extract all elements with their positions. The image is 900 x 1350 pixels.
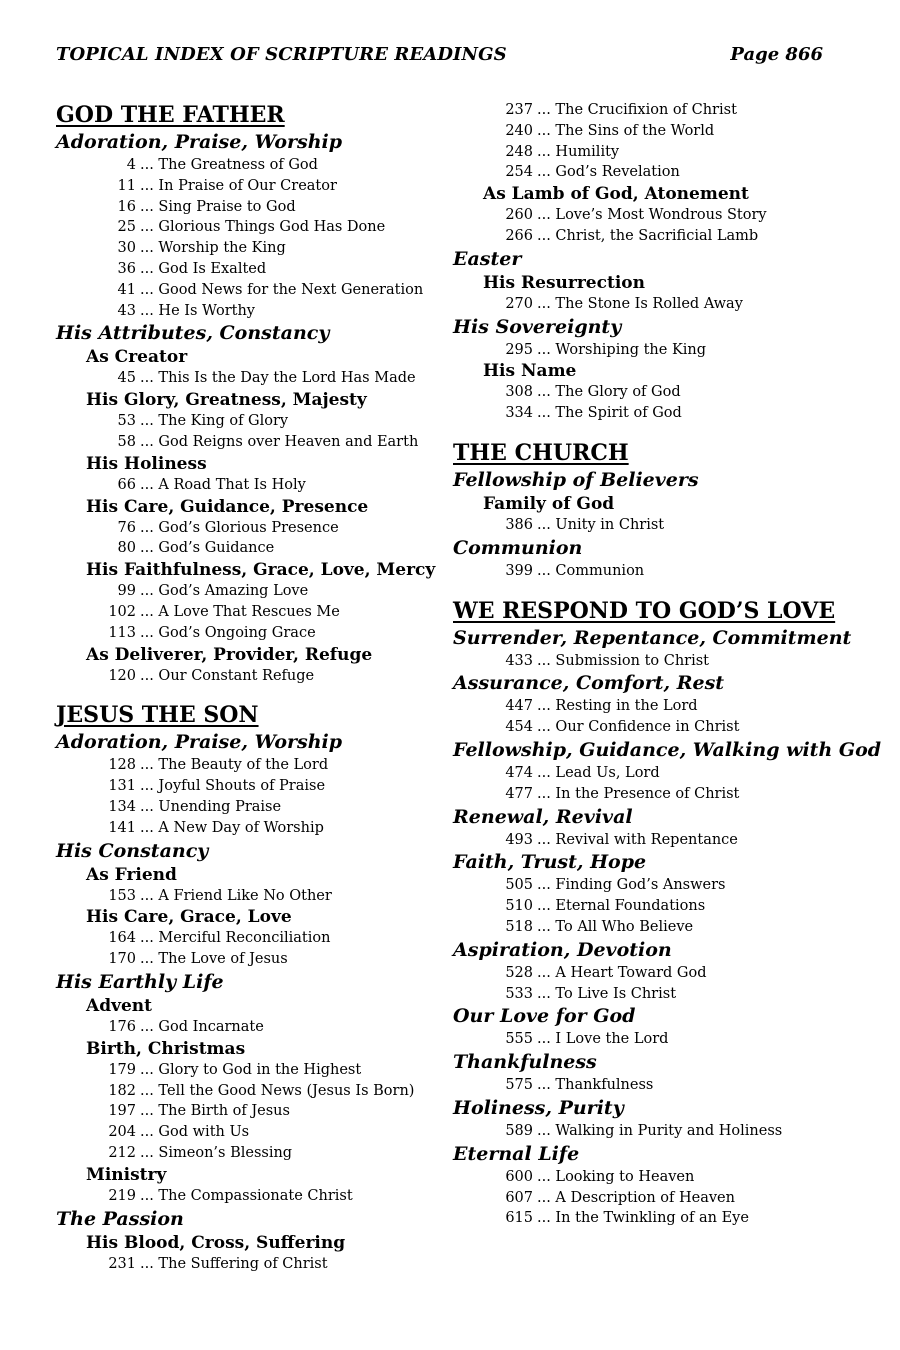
reading-entry: [56, 1186, 436, 1207]
section-spacer: [453, 424, 853, 438]
reading-number: 80: [117, 540, 136, 557]
reading-entry: [453, 162, 853, 183]
subtopic-heading: His Resurrection: [483, 272, 645, 293]
reading-entry: [56, 368, 436, 389]
topic-heading: Eternal Life: [453, 1142, 580, 1165]
reading-number: 589: [505, 1122, 533, 1139]
reading-number: 308: [505, 384, 533, 401]
reading-title: ... Joyful Shouts of Praise: [140, 778, 326, 795]
reading-number: 36: [117, 260, 136, 277]
reading-number: 447: [505, 698, 533, 715]
reading-title: ... Our Confidence in Christ: [537, 719, 740, 736]
reading-title: ... The Crucifixion of Christ: [537, 102, 737, 118]
reading-number: 219: [108, 1187, 136, 1204]
reading-entry: [453, 717, 853, 738]
reading-entry: [56, 538, 436, 559]
reading-entry: [453, 515, 853, 536]
reading-entry: [453, 830, 853, 851]
reading-number: 510: [505, 898, 533, 915]
reading-title: ... The Compassionate Christ: [140, 1187, 353, 1204]
reading-entry: [453, 121, 853, 142]
reading-title: ... Submission to Christ: [537, 652, 710, 669]
reading-number: 134: [108, 798, 136, 815]
reading-number: 120: [108, 667, 136, 684]
reading-title: ... The Birth of Jesus: [140, 1103, 290, 1120]
reading-entry: [56, 1254, 436, 1275]
section-spacer: [56, 686, 436, 700]
reading-title: ... God Is Exalted: [140, 260, 267, 277]
reading-title: ... God’s Ongoing Grace: [140, 624, 316, 641]
reading-number: 141: [108, 819, 136, 836]
reading-number: 386: [505, 516, 533, 533]
reading-title: ... A Friend Like No Other: [140, 887, 332, 904]
reading-title: ... Finding God’s Answers: [537, 877, 726, 894]
reading-title: ... God’s Guidance: [140, 540, 275, 557]
reading-entry: [453, 963, 853, 984]
reading-number: 493: [505, 831, 533, 848]
reading-entry: [56, 411, 436, 432]
topic-heading: Adoration, Praise, Worship: [56, 731, 343, 754]
reading-number: 43: [117, 302, 136, 319]
subtopic-heading: His Faithfulness, Grace, Love, Mercy: [86, 560, 436, 581]
reading-entry: [56, 238, 436, 259]
reading-title: ... Glory to God in the Highest: [140, 1061, 362, 1078]
reading-entry: [56, 623, 436, 644]
reading-number: 260: [505, 207, 533, 224]
reading-entry: [453, 896, 853, 917]
reading-entry: [453, 651, 853, 672]
section-heading: JESUS THE SON: [56, 702, 259, 729]
topic-heading: Fellowship, Guidance, Walking with God: [453, 738, 882, 761]
reading-entry: [56, 217, 436, 238]
topic-heading: His Attributes, Constancy: [56, 322, 330, 345]
reading-title: ... God’s Glorious Presence: [140, 519, 339, 536]
reading-entry: [56, 1122, 436, 1143]
reading-entry: [56, 1101, 436, 1122]
reading-number: 212: [108, 1144, 136, 1161]
reading-entry: [56, 776, 436, 797]
reading-entry: [453, 561, 853, 582]
reading-number: 45: [117, 370, 136, 387]
reading-title: ... Looking to Heaven: [537, 1168, 695, 1185]
reading-entry: [56, 581, 436, 602]
reading-entry: [56, 301, 436, 322]
reading-number: 295: [505, 341, 533, 358]
subtopic-heading: His Holiness: [86, 453, 207, 474]
reading-title: ... The Greatness of God: [140, 157, 318, 173]
reading-title: ... To Live Is Christ: [537, 985, 677, 1002]
reading-title: ... Love’s Most Wondrous Story: [537, 207, 767, 224]
reading-number: 25: [117, 219, 136, 236]
reading-number: 197: [108, 1103, 136, 1120]
subtopic-heading: Ministry: [86, 1164, 167, 1185]
reading-number: 399: [505, 562, 533, 579]
topic-heading: Adoration, Praise, Worship: [56, 131, 343, 153]
reading-number: 99: [117, 583, 136, 600]
index-title: TOPICAL INDEX OF SCRIPTURE READINGS: [56, 44, 507, 65]
reading-number: 237: [505, 102, 533, 118]
reading-title: ... A New Day of Worship: [140, 819, 324, 836]
reading-title: ... The Suffering of Christ: [140, 1255, 328, 1272]
reading-title: ... Unending Praise: [140, 798, 282, 815]
reading-entry: [453, 875, 853, 896]
topic-heading: His Constancy: [56, 839, 209, 862]
reading-title: ... Worshiping the King: [537, 341, 707, 358]
reading-entry: [453, 1208, 853, 1229]
reading-number: 231: [108, 1255, 136, 1272]
topic-heading: Aspiration, Devotion: [453, 938, 672, 961]
reading-title: ... A Love That Rescues Me: [140, 603, 340, 620]
reading-number: 555: [505, 1031, 533, 1048]
topic-heading: Easter: [453, 247, 522, 270]
reading-title: ... God’s Amazing Love: [140, 583, 309, 600]
reading-number: 607: [505, 1189, 533, 1206]
reading-entry: [56, 1081, 436, 1102]
topic-heading: Faith, Trust, Hope: [453, 851, 647, 874]
subtopic-heading: Advent: [86, 995, 152, 1016]
reading-title: ... Communion: [537, 562, 645, 579]
reading-number: 454: [505, 719, 533, 736]
reading-entry: [453, 100, 853, 121]
topic-heading: Assurance, Comfort, Rest: [453, 672, 725, 695]
reading-entry: [56, 432, 436, 453]
subtopic-heading: As Friend: [86, 864, 177, 885]
reading-entry: [453, 763, 853, 784]
reading-number: 505: [505, 877, 533, 894]
reading-title: ... The Sins of the World: [537, 122, 715, 139]
reading-entry: [56, 155, 436, 176]
reading-title: ... Simeon’s Blessing: [140, 1144, 293, 1161]
subtopic-heading: His Care, Guidance, Presence: [86, 496, 369, 517]
reading-entry: [453, 917, 853, 938]
reading-number: 153: [108, 887, 136, 904]
reading-number: 164: [108, 930, 136, 947]
reading-title: ... A Heart Toward God: [537, 964, 707, 981]
page-number: Page 866: [730, 44, 823, 65]
reading-number: 528: [505, 964, 533, 981]
reading-entry: [453, 784, 853, 805]
reading-number: 4: [126, 157, 136, 173]
reading-entry: [56, 176, 436, 197]
reading-entry: [56, 797, 436, 818]
topic-heading: The Passion: [56, 1207, 184, 1230]
section-spacer: [453, 582, 853, 596]
reading-entry: [56, 1017, 436, 1038]
reading-number: 266: [505, 227, 533, 244]
topic-heading: Holiness, Purity: [453, 1096, 624, 1119]
reading-title: ... Thankfulness: [537, 1077, 654, 1094]
reading-entry: [453, 403, 853, 424]
reading-title: ... Good News for the Next Generation: [140, 281, 424, 298]
reading-title: ... Merciful Reconciliation: [140, 930, 331, 947]
reading-title: ... In Praise of Our Creator: [140, 177, 337, 194]
reading-title: ... To All Who Believe: [537, 918, 694, 935]
reading-number: 334: [505, 405, 533, 422]
section-heading: WE RESPOND TO GOD’S LOVE: [453, 597, 836, 624]
reading-entry: [453, 382, 853, 403]
reading-title: ... A Description of Heaven: [537, 1189, 735, 1206]
reading-title: ... Walking in Purity and Holiness: [537, 1122, 783, 1139]
reading-number: 128: [108, 757, 136, 774]
reading-entry: [453, 1121, 853, 1142]
reading-title: ... Humility: [537, 143, 620, 160]
reading-number: 170: [108, 951, 136, 968]
reading-number: 518: [505, 918, 533, 935]
section-heading: THE CHURCH: [453, 439, 629, 466]
reading-title: ... Eternal Foundations: [537, 898, 706, 915]
reading-number: 600: [505, 1168, 533, 1185]
reading-entry: [56, 518, 436, 539]
reading-number: 254: [505, 164, 533, 181]
reading-title: ... In the Twinkling of an Eye: [537, 1210, 749, 1227]
page-header: [56, 44, 823, 72]
reading-number: 41: [117, 281, 136, 298]
reading-entry: [56, 1060, 436, 1081]
reading-title: ... He Is Worthy: [140, 302, 255, 319]
reading-number: 182: [108, 1082, 136, 1099]
reading-number: 477: [505, 785, 533, 802]
reading-title: ... Sing Praise to God: [140, 198, 296, 215]
reading-entry: [453, 340, 853, 361]
topic-heading: Renewal, Revival: [453, 805, 633, 828]
right-column: [453, 100, 882, 1229]
reading-title: ... Our Constant Refuge: [140, 667, 315, 684]
reading-number: 102: [108, 603, 136, 620]
reading-title: ... Glorious Things God Has Done: [140, 219, 386, 236]
reading-number: 615: [505, 1210, 533, 1227]
reading-title: ... The Stone Is Rolled Away: [537, 295, 743, 312]
reading-title: ... This Is the Day the Lord Has Made: [140, 370, 416, 387]
reading-number: 76: [117, 519, 136, 536]
reading-title: ... Worship the King: [140, 240, 286, 257]
reading-title: ... The Glory of God: [537, 384, 681, 401]
reading-entry: [56, 666, 436, 687]
topic-heading: His Sovereignty: [453, 315, 622, 338]
reading-title: ... God with Us: [140, 1124, 250, 1141]
reading-number: 248: [505, 143, 533, 160]
reading-number: 240: [505, 122, 533, 139]
reading-entry: [453, 142, 853, 163]
reading-title: ... God Incarnate: [140, 1018, 264, 1035]
reading-entry: [56, 949, 436, 970]
topic-heading: Thankfulness: [453, 1051, 597, 1074]
reading-entry: [56, 197, 436, 218]
topic-heading: Our Love for God: [453, 1005, 636, 1028]
topic-heading: Surrender, Repentance, Commitment: [453, 626, 852, 649]
reading-number: 30: [117, 240, 136, 257]
topic-heading: His Earthly Life: [56, 970, 224, 993]
reading-title: ... God Reigns over Heaven and Earth: [140, 433, 419, 450]
reading-title: ... Unity in Christ: [537, 516, 665, 533]
reading-title: ... Resting in the Lord: [537, 698, 698, 715]
reading-entry: [453, 294, 853, 315]
left-column: [56, 100, 436, 1274]
reading-title: ... God’s Revelation: [537, 164, 680, 181]
reading-title: ... Christ, the Sacrificial Lamb: [537, 227, 759, 244]
reading-title: ... The Beauty of the Lord: [140, 757, 329, 774]
subtopic-heading: Birth, Christmas: [86, 1038, 246, 1059]
reading-entry: [56, 886, 436, 907]
reading-title: ... A Road That Is Holy: [140, 476, 306, 493]
reading-entry: [453, 205, 853, 226]
reading-number: 575: [505, 1077, 533, 1094]
reading-number: 66: [117, 476, 136, 493]
reading-number: 176: [108, 1018, 136, 1035]
reading-entry: [56, 280, 436, 301]
reading-number: 270: [505, 295, 533, 312]
reading-number: 433: [505, 652, 533, 669]
reading-entry: [453, 1029, 853, 1050]
reading-entry: [56, 755, 436, 776]
reading-title: ... The King of Glory: [140, 413, 289, 430]
section-heading: GOD THE FATHER: [56, 102, 285, 128]
reading-title: ... Lead Us, Lord: [537, 764, 660, 781]
subtopic-heading: His Name: [483, 361, 577, 382]
reading-entry: [453, 984, 853, 1005]
reading-entry: [453, 696, 853, 717]
reading-number: 474: [505, 764, 533, 781]
reading-number: 113: [108, 624, 136, 641]
reading-number: 204: [108, 1124, 136, 1141]
reading-number: 16: [117, 198, 136, 215]
subtopic-heading: His Blood, Cross, Suffering: [86, 1232, 346, 1253]
reading-entry: [56, 928, 436, 949]
reading-entry: [56, 602, 436, 623]
reading-entry: [56, 818, 436, 839]
reading-number: 53: [117, 413, 136, 430]
subtopic-heading: His Care, Grace, Love: [86, 907, 292, 928]
topic-heading: Fellowship of Believers: [453, 468, 699, 491]
subtopic-heading: His Glory, Greatness, Majesty: [86, 390, 367, 411]
reading-number: 131: [108, 778, 136, 795]
reading-entry: [453, 1188, 853, 1209]
reading-title: ... Tell the Good News (Jesus Is Born): [140, 1082, 415, 1099]
subtopic-heading: Family of God: [483, 493, 615, 514]
reading-entry: [453, 226, 853, 247]
reading-title: ... Revival with Repentance: [537, 831, 738, 848]
topic-heading: Communion: [453, 536, 583, 559]
reading-title: ... The Spirit of God: [537, 405, 682, 422]
reading-number: 11: [117, 177, 136, 194]
reading-number: 533: [505, 985, 533, 1002]
reading-title: ... In the Presence of Christ: [537, 785, 740, 802]
reading-title: ... I Love the Lord: [537, 1031, 669, 1048]
reading-entry: [453, 1167, 853, 1188]
reading-entry: [56, 475, 436, 496]
subtopic-heading: As Creator: [86, 347, 188, 368]
reading-number: 58: [117, 433, 136, 450]
reading-entry: [56, 1143, 436, 1164]
subtopic-heading: As Lamb of God, Atonement: [483, 184, 749, 205]
subtopic-heading: As Deliverer, Provider, Refuge: [86, 644, 373, 665]
reading-entry: [56, 259, 436, 280]
reading-entry: [453, 1075, 853, 1096]
reading-number: 179: [108, 1061, 136, 1078]
reading-title: ... The Love of Jesus: [140, 951, 288, 968]
